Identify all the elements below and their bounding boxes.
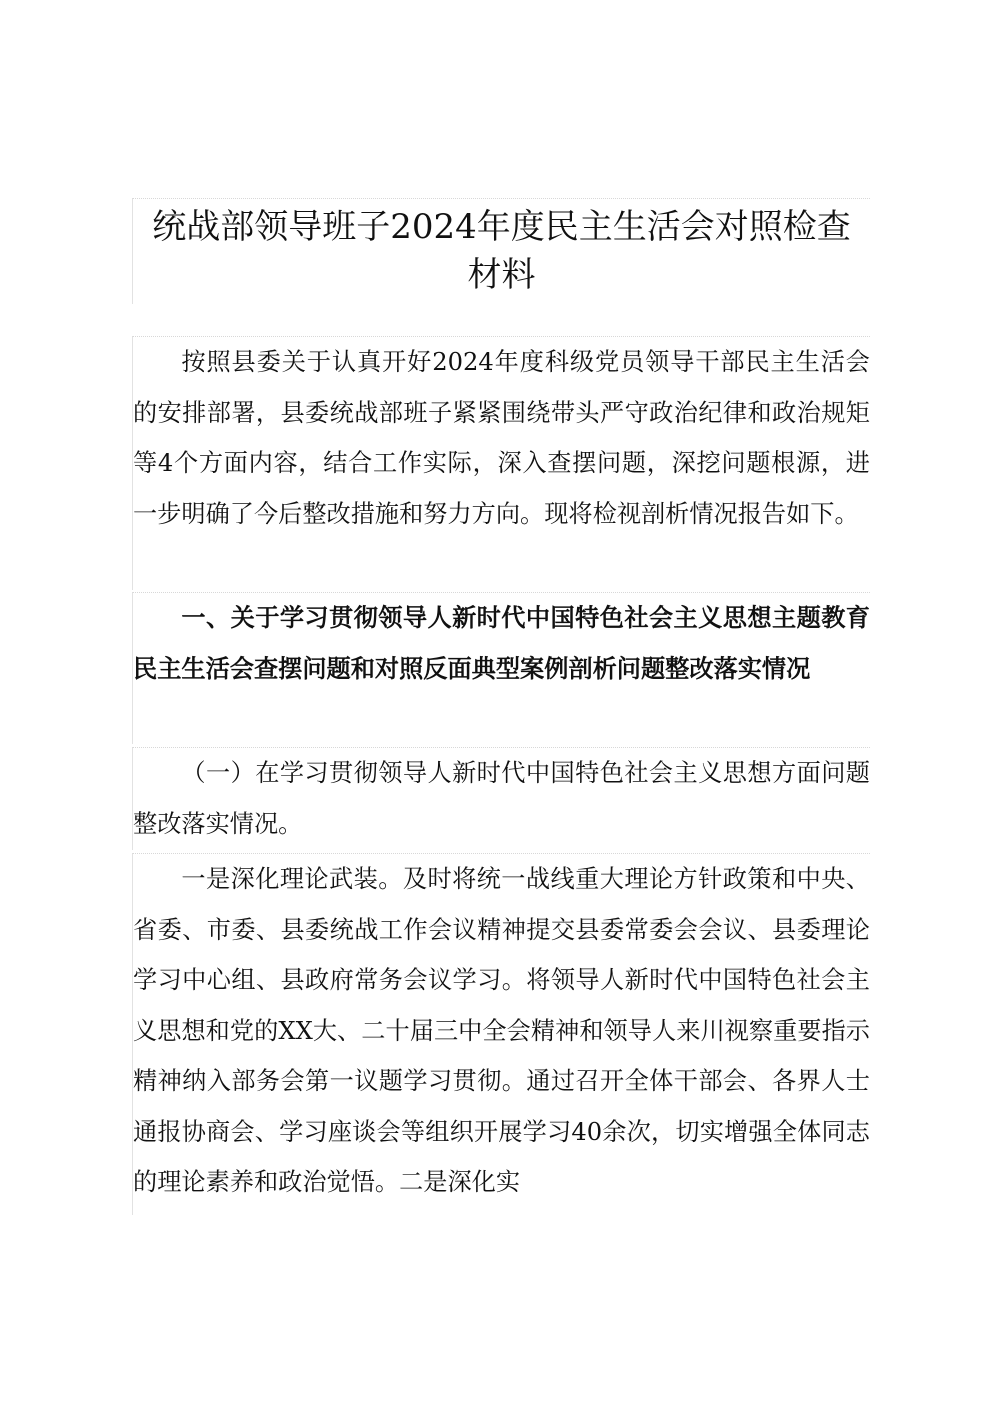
section-heading-1	[132, 592, 870, 744]
document-title	[132, 198, 870, 304]
heading-1-text: 一、关于学习贯彻领导人新时代中国特色社会主义思想主题教育民主生活会查摆问题和对照反面典型案例剖析问题整改落实情况	[133, 603, 870, 683]
title-line-1: 统战部领导班子2024年度民主生活会对照检查	[152, 207, 851, 247]
intro-section	[132, 336, 870, 590]
subsection-heading-1	[132, 747, 870, 850]
intro-paragraph: 按照县委关于认真开好2024年度科级党员领导干部民主生活会的安排部署，县委统战部班子紧紧围绕带头严守政治纪律和政治规矩等4个方面内容，结合工作实际，深入查摆问题，深挖问题根源，进一步明确了今后整改措施和努力方向。现将检视剖析情况报告如下。	[133, 348, 870, 528]
body-section	[132, 853, 870, 1215]
body-paragraph: 一是深化理论武装。及时将统一战线重大理论方针政策和中央、省委、市委、县委统战工作会议精神提交县委常委会会议、县委理论学习中心组、县政府常务会议学习。将领导人新时代中国特色社会主义思想和党的XX大、二十届三中全会精神和领导人来川视察重要指示精神纳入部务会第一议题学习贯彻。通过召开全体干部会、各界人士通报协商会、学习座谈会等组织开展学习40余次，切实增强全体同志的理论素养和政治觉悟。二是深化实	[133, 865, 870, 1196]
title-line-2: 材料	[467, 255, 536, 295]
heading-2-text: （一）在学习贯彻领导人新时代中国特色社会主义思想方面问题整改落实情况。	[133, 759, 870, 838]
